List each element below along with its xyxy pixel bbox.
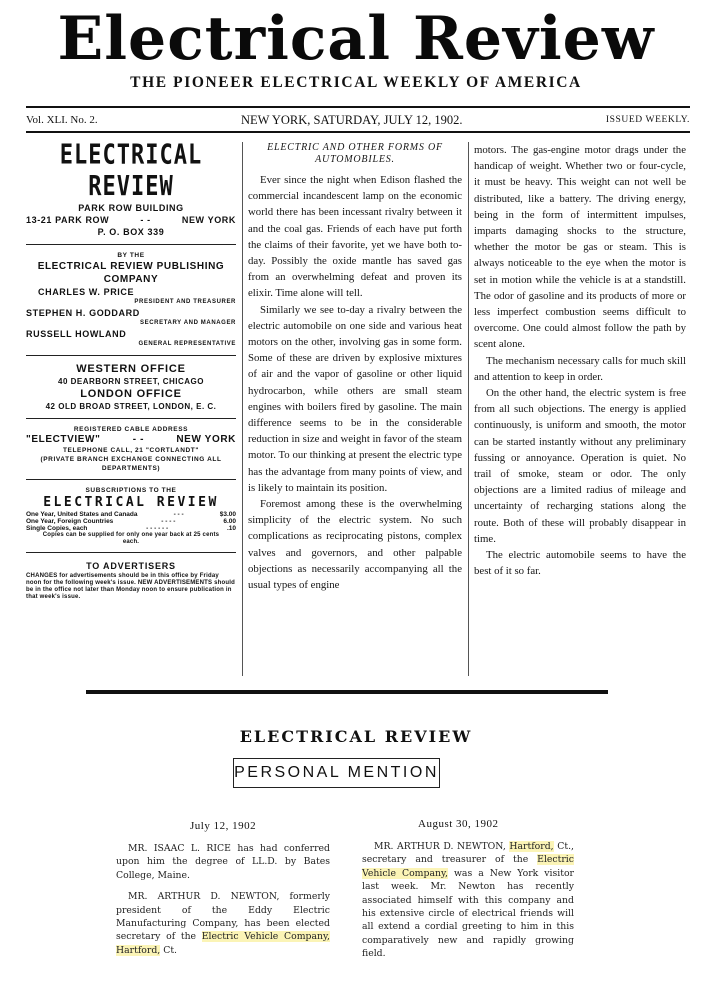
masthead-rule-top [26, 106, 690, 108]
left-clipping [116, 842, 330, 965]
infobox-person1: CHARLES W. PRICE [38, 287, 135, 297]
infobox-role2: SECRETARY AND MANAGER [140, 320, 236, 326]
clipping-paragraph: MR. ISAAC L. RICE has had conferred upon him the degree of LL.D. by Bates College, Maine. [116, 843, 330, 881]
clipping-masthead: ELECTRICAL REVIEW [239, 727, 473, 746]
article-column-1 [248, 142, 462, 593]
infobox-divider [26, 355, 236, 356]
infobox-divider [26, 552, 236, 553]
subscription-row [26, 511, 236, 518]
infobox-role1: PRESIDENT AND TREASURER [134, 299, 236, 305]
cable-right: NEW YORK [176, 434, 236, 445]
right-date: August 30, 1902 [418, 818, 499, 830]
issued-weekly: ISSUED WEEKLY. [605, 115, 690, 125]
column-rule [468, 142, 469, 676]
infobox-role3: GENERAL REPRESENTATIVE [138, 341, 236, 347]
highlighted-text: Electric Vehicle Company, Hartford, [116, 931, 330, 956]
infobox-london-addr: 42 OLD BROAD STREET, LONDON, E. C. [45, 402, 217, 411]
clipping-text: MR. ARTHUR D. NEWTON, formerly president of the Eddy Electric Manufacturing Company, has been elected secretary of the [116, 891, 330, 943]
infobox-divider [26, 418, 236, 419]
volume-number: Vol. XLI. No. 2. [26, 114, 98, 126]
infobox-pobox: P. O. BOX 339 [97, 227, 165, 237]
section-divider [86, 690, 608, 694]
article-column-2 [474, 142, 686, 579]
infobox-subs-title: ELECTRICAL REVIEW [43, 495, 219, 510]
infobox-divider [26, 244, 236, 245]
article-paragraph: Similarly we see to-day a rivalry between the electric automobile on one side and various heat motors on the other, involving gas in some form. Some of these are driven by explosive mixtures of air and the vapor of gasoline or other liquid hydrocarbon, while others are small steam engines with boilers fired by gasoline. The main difference seems to be in the considerable reduction in size and weight in favor of the steam motor. To our thinking at present the electric type has the advantage from many points of view, and is likely to maintain its position. [248, 303, 462, 494]
column-rule [242, 142, 243, 676]
right-clipping [362, 840, 574, 969]
infobox-by-the: BY THE [117, 252, 145, 259]
subscription-row [26, 525, 236, 532]
infobox-london: LONDON OFFICE [80, 388, 182, 400]
clipping-text: Ct., secretary and treasurer of the [362, 841, 574, 866]
article-paragraph: The electric automobile seems to have the best of it so far. [474, 549, 686, 578]
article-paragraph: The mechanism necessary calls for much skill and attention to keep in order. [474, 354, 686, 383]
article-paragraph: motors. The gas-engine motor drags under the handicap of weight. Whether two or four-cycle, it must be heavy. This weight can not well be distributed, like a battery. The driving energy, being in the form of intermittent impulses, imparts damaging shocks to the structure, whether the motor be gas or steam. This is always noticeable to the eye when the motor is set in motion while the vehicle is at a standstill. The odor of gasoline and its products of more or less imperfect combustion seems difficult to overcome. One could almost follow the path by scent alone. [474, 144, 686, 351]
publisher-info-box [26, 139, 236, 601]
masthead-rule-bottom [26, 131, 690, 133]
infobox-telephone: TELEPHONE CALL, 21 "CORTLANDT" [62, 447, 200, 454]
subscription-dots: - - - [173, 511, 184, 518]
clipping-text: MR. ARTHUR D. NEWTON, [374, 841, 506, 852]
subscription-row [26, 518, 236, 525]
infobox-back-copies: Copies can be supplied for only one year back at 25 cents each. [42, 532, 220, 545]
infobox-adv-head: TO ADVERTISERS [86, 561, 176, 571]
street-left: 13-21 PARK ROW [26, 215, 110, 225]
infobox-exchange: (PRIVATE BRANCH EXCHANGE CONNECTING ALL DEPARTMENTS) [40, 456, 222, 472]
infobox-adv-text: CHANGES for advertisements should be in this office by Friday noon for the following week's issue. NEW ADVERTISEMENTS should be in the office not later than Monday noon to ensure publication in that week's issue. [26, 573, 235, 600]
infobox-person2: STEPHEN H. GODDARD [26, 308, 140, 318]
article-paragraph: Foremost among these is the overwhelming simplicity of the electric system. No such complications as reciprocating pistons, complex valves and governors, and other palpable objections as necessarily accompanying all the usual types of engine [248, 498, 462, 592]
street-dash: - - [140, 215, 151, 225]
cable-dash: - - [132, 434, 145, 445]
subscription-label: One Year, Foreign Countries [26, 518, 114, 525]
subscription-label: Single Copies, each [26, 525, 88, 532]
highlighted-text: Hartford, [509, 841, 554, 852]
masthead-subtitle: THE PIONEER ELECTRICAL WEEKLY OF AMERICA [130, 74, 582, 91]
left-date: July 12, 1902 [190, 820, 257, 832]
infobox-subs-head: SUBSCRIPTIONS TO THE [85, 487, 177, 494]
infobox-western-addr: 40 DEARBORN STREET, CHICAGO [58, 377, 204, 386]
infobox-street [26, 214, 236, 226]
personal-mention-box: PERSONAL MENTION [233, 758, 440, 788]
clipping-text: was a New York visitor last week. Mr. Newton has recently associated himself with this company and his extensive circle of electrical friends will all extend a cordial greeting to him in this comparatively new and rapidly growing field. [362, 867, 574, 960]
infobox-person3: RUSSELL HOWLAND [26, 329, 127, 339]
article-heading: ELECTRIC AND OTHER FORMS OF AUTOMOBILES. [267, 142, 443, 165]
highlighted-text: Electric Vehicle Company, [362, 854, 574, 879]
article-paragraph: Ever since the night when Edison flashed the commercial incandescent lamp on the economic world there has been incessant rivalry between it and the coal gas. Friends of each have put forth the claims of their favorite, yet we have both to-day. Possibly the oxide mantle has saved gas from an overwhelming defeat and proven its elixir. Time alone will tell. [248, 174, 462, 300]
clipping-paragraph [362, 840, 574, 961]
subscription-price: 6.00 [223, 518, 236, 525]
infobox-publisher: ELECTRICAL REVIEW PUBLISHING COMPANY [37, 261, 225, 285]
infobox-cable [26, 434, 236, 446]
cable-left: "ELECTVIEW" [26, 434, 101, 445]
subscription-price: .10 [226, 525, 236, 532]
article-paragraph: On the other hand, the electric system is free from all such objections. The energy is applied continuously, is uniform and smooth, the motor can be started instantly without any preliminary fussing or annoyance. Operation is quiet. No trail of smoke, steam or odor. The only objections are a limited radius of mileage and uncertainty of recharging stations along the route. Both of these will probably disappear in time. [474, 387, 686, 545]
clipping-paragraph [116, 890, 330, 957]
infobox-divider [26, 479, 236, 480]
infobox-title: ELECTRICAL REVIEW [59, 139, 203, 203]
subscription-dots: - - - - - - [146, 525, 169, 532]
subscription-label: One Year, United States and Canada [26, 511, 138, 518]
subscription-price: $3.00 [219, 511, 236, 518]
infobox-western: WESTERN OFFICE [76, 363, 186, 375]
infobox-building: PARK ROW BUILDING [78, 203, 184, 213]
street-right: NEW YORK [181, 215, 236, 225]
clipping-text: Ct. [163, 944, 178, 956]
masthead-title: Electrical Review [57, 4, 655, 74]
dateline: NEW YORK, SATURDAY, JULY 12, 1902. [240, 112, 463, 127]
issue-line [26, 112, 690, 128]
subscription-dots: - - - - [161, 518, 176, 525]
infobox-cable-head: REGISTERED CABLE ADDRESS [73, 426, 189, 433]
